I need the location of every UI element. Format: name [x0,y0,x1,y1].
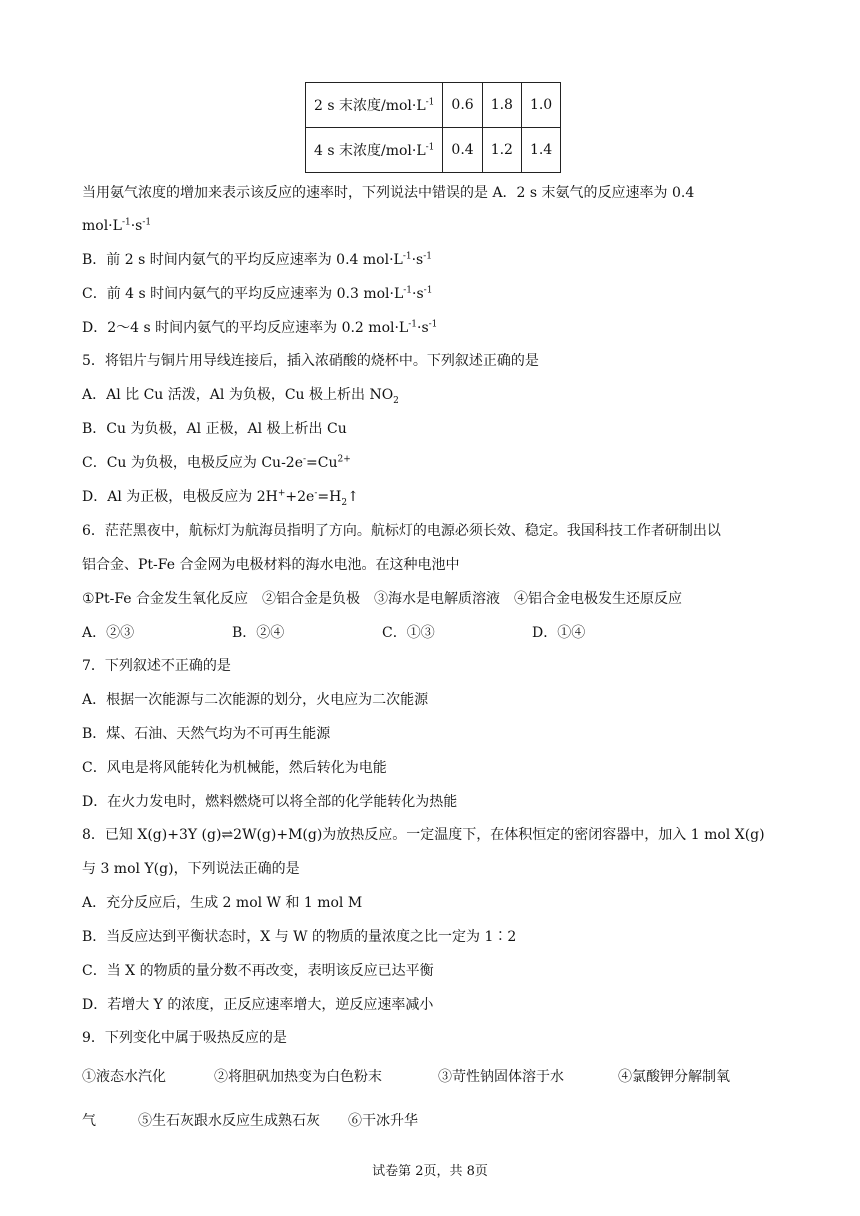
q9-item: ⑤生石灰跟水反应生成熟石灰 [138,1113,320,1129]
q6-options [82,624,585,642]
table-cell: 0.4 [443,128,482,173]
table-cell: 1.2 [482,128,521,173]
option-b: B．②④ [232,625,285,641]
q9-item: ①液态水汽化 [82,1069,166,1085]
q8-option-c: C．当 X 的物质的量分数不再改变，表明该反应已达平衡 [82,963,434,979]
q5-option-c: C．Cu 为负极，电极反应为 $Cu-2e^-=Cu^{2+}$ [82,454,351,471]
q9-item: 气 [82,1113,96,1129]
q7-option-a: A．根据一次能源与二次能源的划分，火电应为二次能源 [82,692,429,708]
q9-item: ⑥干冰升华 [348,1113,418,1129]
row-label: 4 s 末浓度$/mol\cdot L^{-1}$ [306,128,443,173]
option-c: C．①③ [382,625,435,641]
q6-stem-line1: 6．茫茫黑夜中，航标灯为航海员指明了方向。航标灯的电源必须长效、稳定。我国科技工作者研制出以 [82,523,721,539]
table-cell: 1.4 [521,128,560,173]
q9-item: ③苛性钠固体溶于水 [438,1069,564,1085]
q9-items-line2 [82,1112,418,1130]
q9-item: ②将胆矾加热变为白色粉末 [214,1069,382,1085]
option-a: A．②③ [82,625,135,641]
q9-item: ④氯酸钾分解制氧 [618,1069,730,1085]
q9-stem: 9．下列变化中属于吸热反应的是 [82,1030,287,1046]
q5-option-d: D．Al 为正极，电极反应为 $2H^++2e^-=H_2↑$ [82,488,359,508]
table-row [306,83,561,128]
q5-option-b: B．Cu 为负极，Al 正极，Al 极上析出 Cu [82,421,347,437]
q4-option-b: B．前 2 s 时间内氨气的平均反应速率为 0.4 $mol\cdot L^{-1}\cdot s^{-1}$ [82,251,433,268]
q7-stem: 7．下列叙述不正确的是 [82,658,231,674]
table-row [306,128,561,173]
q4-option-d: D．2～4 s 时间内氨气的平均反应速率为 0.2 $mol\cdot L^{-1}\cdot s^{-1}$ [82,319,438,336]
option-d: D．①④ [532,625,586,641]
row-label: 2 s 末浓度$/mol\cdot L^{-1}$ [306,83,443,128]
q7-option-c: C．风电是将风能转化为机械能，然后转化为电能 [82,760,387,776]
q4-option-a-cont: $mol\cdot L^{-1}\cdot s^{-1}$ [82,217,152,234]
page-footer: 试卷第 2页，共 8页 [372,1164,488,1179]
q9-items-line1 [82,1068,730,1086]
q5-stem: 5．将铝片与铜片用导线连接后，插入浓硝酸的烧杯中。下列叙述正确的是 [82,353,539,369]
q7-option-b: B．煤、石油、天然气均为不可再生能源 [82,726,331,742]
q4-option-c: C．前 4 s 时间内氨气的平均反应速率为 0.3 $mol\cdot L^{-1}\cdot s^{-1}$ [82,285,433,302]
q8-option-b: B．当反应达到平衡状态时，X 与 W 的物质的量浓度之比一定为 1∶2 [82,929,517,945]
q4-stem: 当用氨气浓度的增加来表示该反应的速率时，下列说法中错误的是 A．2 s 末氨气的反应速率为 0.4 [82,185,695,201]
q6-items: ①Pt-Fe 合金发生氧化反应 ②铝合金是负极 ③海水是电解质溶液 ④铝合金电极发生还原反应 [82,591,683,607]
table-cell: 1.0 [521,83,560,128]
table-cell: 1.8 [482,83,521,128]
q8-stem-line1: 8．已知 X(g)+3Y (g)⇌2W(g)+M(g)为放热反应。一定温度下，在体积恒定的密闭容器中，加入 1 mol X(g) [82,827,765,843]
table-cell: 0.6 [443,83,482,128]
q8-option-a: A．充分反应后，生成 2 mol W 和 1 mol M [82,895,363,911]
q5-option-a: A．Al 比 Cu 活泼，Al 为负极，Cu 极上析出 $NO_2$ [82,387,399,406]
q7-option-d: D．在火力发电时，燃料燃烧可以将全部的化学能转化为热能 [82,794,458,810]
q6-stem-line2: 铝合金、Pt-Fe 合金网为电极材料的海水电池。在这种电池中 [82,557,460,573]
concentration-table [305,82,561,173]
q8-stem-line2: 与 3 mol Y(g)，下列说法正确的是 [82,861,300,877]
q8-option-d: D．若增大 Y 的浓度，正反应速率增大，逆反应速率减小 [82,997,434,1013]
